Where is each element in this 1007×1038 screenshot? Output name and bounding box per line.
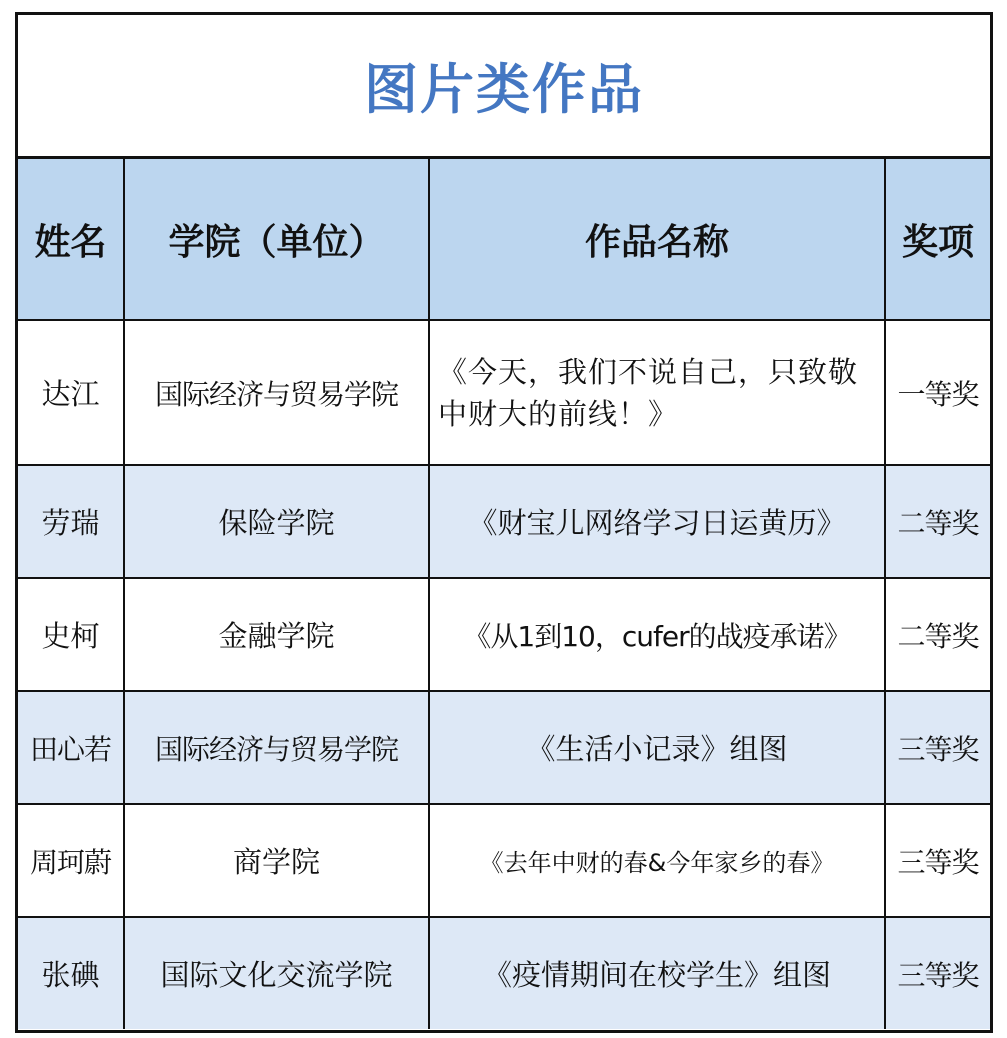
cell-college: 国际文化交流学院 xyxy=(124,917,429,1029)
cell-work: 《财宝儿网络学习日运黄历》 xyxy=(429,465,885,578)
header-college: 学院（单位） xyxy=(124,159,429,320)
header-name: 姓名 xyxy=(18,159,124,320)
cell-college: 保险学院 xyxy=(124,465,429,578)
cell-college: 国际经济与贸易学院 xyxy=(124,691,429,804)
header-award: 奖项 xyxy=(885,159,990,320)
cell-work: 《今天，我们不说自己，只致敬中财大的前线！》 xyxy=(429,320,885,465)
cell-work: 《生活小记录》组图 xyxy=(429,691,885,804)
cell-award: 一等奖 xyxy=(885,320,990,465)
table-row xyxy=(18,320,990,465)
cell-work: 《去年中财的春&今年家乡的春》 xyxy=(429,804,885,917)
award-table xyxy=(18,159,990,1029)
table-row xyxy=(18,804,990,917)
header-row xyxy=(18,159,990,320)
table-row xyxy=(18,465,990,578)
cell-award: 三等奖 xyxy=(885,804,990,917)
header-work: 作品名称 xyxy=(429,159,885,320)
document-title: 图片类作品 xyxy=(364,58,644,121)
cell-name: 劳瑞 xyxy=(18,465,124,578)
cell-award: 二等奖 xyxy=(885,578,990,691)
cell-college: 国际经济与贸易学院 xyxy=(124,320,429,465)
award-document xyxy=(15,12,993,1033)
cell-college: 商学院 xyxy=(124,804,429,917)
cell-college: 金融学院 xyxy=(124,578,429,691)
cell-name: 张碘 xyxy=(18,917,124,1029)
table-row xyxy=(18,691,990,804)
table-row xyxy=(18,917,990,1029)
cell-award: 三等奖 xyxy=(885,691,990,804)
cell-work: 《疫情期间在校学生》组图 xyxy=(429,917,885,1029)
cell-name: 田心若 xyxy=(18,691,124,804)
cell-name: 史柯 xyxy=(18,578,124,691)
cell-name: 达江 xyxy=(18,320,124,465)
title-row xyxy=(18,15,990,159)
cell-name: 周珂蔚 xyxy=(18,804,124,917)
cell-work: 《从1到10，cufer的战疫承诺》 xyxy=(429,578,885,691)
cell-award: 二等奖 xyxy=(885,465,990,578)
table-row xyxy=(18,578,990,691)
cell-award: 三等奖 xyxy=(885,917,990,1029)
